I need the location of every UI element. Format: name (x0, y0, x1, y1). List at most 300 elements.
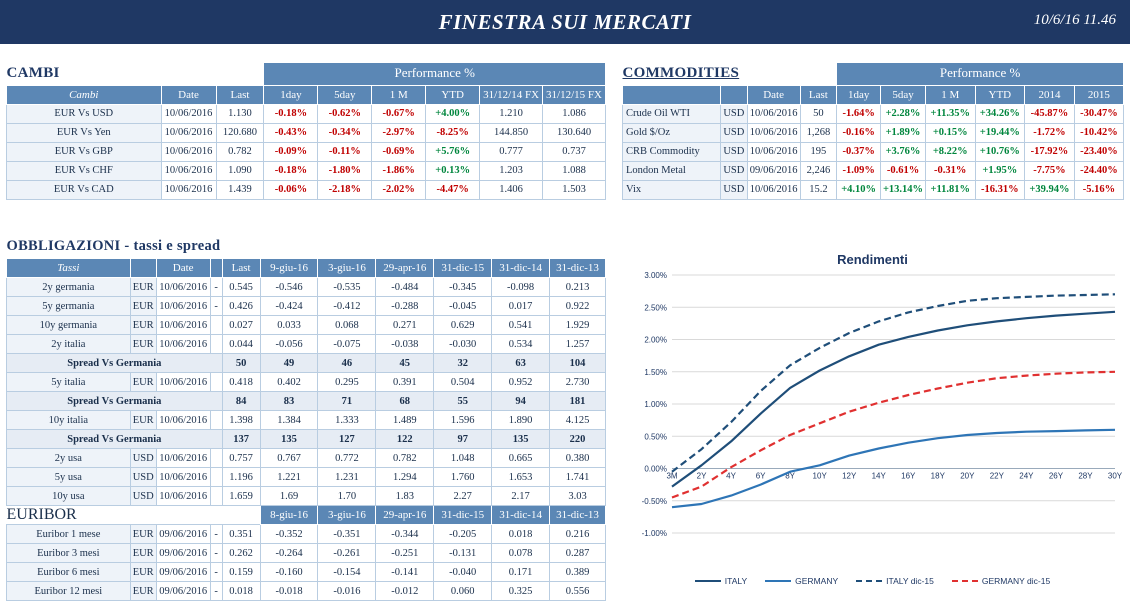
commodity-ccy: USD (720, 161, 747, 180)
obblig-row-name: 2y usa (7, 449, 131, 468)
table-row (7, 142, 606, 161)
commodity-1day: +4.10% (837, 180, 881, 199)
obblig-row-c2: -0.535 (318, 278, 376, 297)
obblig-row-ccy: EUR (130, 278, 156, 297)
commodity-1m: +0.15% (925, 123, 975, 142)
cambi-row-ytd: +0.13% (426, 161, 480, 180)
obblig-row-sign (210, 487, 222, 506)
obblig-col-c4: 31-dic-15 (434, 259, 492, 278)
euribor-row-c6: 0.556 (550, 582, 606, 601)
cambi-row-1m: -2.02% (372, 180, 426, 199)
table-row (7, 544, 606, 563)
obblig-row-c2: 1.231 (318, 468, 376, 487)
commodities-col-5day: 5day (881, 85, 926, 104)
euribor-row-c4: -0.040 (434, 563, 492, 582)
cambi-row-ytd: +4.00% (426, 104, 480, 123)
commodity-ytd: +10.76% (975, 142, 1025, 161)
commodity-last: 195 (800, 142, 837, 161)
obblig-row-c1: 1.69 (260, 487, 318, 506)
euribor-row-sign: - (210, 544, 222, 563)
table-row (7, 582, 606, 601)
euribor-col-c4: 31-dic-15 (434, 506, 492, 525)
table-row (7, 297, 606, 316)
euribor-row-c1: -0.264 (260, 544, 318, 563)
table-row (7, 335, 606, 354)
spread-last: 137 (222, 430, 260, 449)
euribor-row-c3: -0.344 (376, 525, 434, 544)
euribor-row-name: Euribor 12 mesi (7, 582, 131, 601)
commodity-ccy: USD (720, 142, 747, 161)
table-row (7, 468, 606, 487)
cambi-row-5day: -0.62% (318, 104, 372, 123)
obblig-row-last: 0.426 (222, 297, 260, 316)
commodities-col-date: Date (747, 85, 800, 104)
obblig-row-c4: 0.504 (434, 373, 492, 392)
cambi-row-1day: -0.09% (264, 142, 318, 161)
cambi-row-5day: -0.34% (318, 123, 372, 142)
chart-canvas (620, 267, 1125, 567)
obblig-row-c5: 0.541 (492, 316, 550, 335)
obblig-col-tassi: Tassi (7, 259, 131, 278)
obblig-row-c6: 1.257 (550, 335, 606, 354)
commodity-date: 10/06/2016 (747, 104, 800, 123)
spread-c5: 63 (492, 354, 550, 373)
spread-last: 50 (222, 354, 260, 373)
spread-row (7, 354, 606, 373)
svg-text:3M: 3M (666, 471, 678, 481)
svg-text:14Y: 14Y (871, 471, 886, 481)
svg-text:30Y: 30Y (1107, 471, 1123, 481)
obblig-row-ccy: EUR (130, 373, 156, 392)
legend-item-germany (765, 576, 838, 586)
obblig-row-sign (210, 335, 222, 354)
obbligazioni-section-title: OBBLIGAZIONI - tassi e spread (6, 238, 221, 254)
legend-swatch-italy-dic15 (856, 580, 882, 582)
obblig-row-c5: 0.017 (492, 297, 550, 316)
cambi-col-1day: 1day (264, 85, 318, 104)
cambi-row-fx15: 1.086 (543, 104, 606, 123)
cambi-row-1day: -0.18% (264, 161, 318, 180)
obblig-row-date: 10/06/2016 (156, 373, 210, 392)
euribor-row-date: 09/06/2016 (156, 563, 210, 582)
obblig-row-sign: - (210, 297, 222, 316)
obblig-row-c6: 1.741 (550, 468, 606, 487)
euribor-row-c1: -0.018 (260, 582, 318, 601)
obblig-row-c5: 0.665 (492, 449, 550, 468)
euribor-row-name: Euribor 3 mesi (7, 544, 131, 563)
commodities-header-row (623, 85, 1124, 104)
commodity-last: 1,268 (800, 123, 837, 142)
obblig-row-date: 10/06/2016 (156, 411, 210, 430)
obblig-row-c2: 0.295 (318, 373, 376, 392)
euribor-row-c1: -0.160 (260, 563, 318, 582)
obblig-row-c6: 1.929 (550, 316, 606, 335)
svg-text:18Y: 18Y (930, 471, 945, 481)
cambi-row-last: 1.130 (216, 104, 264, 123)
obblig-row-ccy: EUR (130, 411, 156, 430)
obblig-row-c2: 0.772 (318, 449, 376, 468)
cambi-row-fx14: 144.850 (480, 123, 543, 142)
cambi-row-5day: -2.18% (318, 180, 372, 199)
svg-text:12Y: 12Y (842, 471, 857, 481)
obblig-row-c5: 2.17 (492, 487, 550, 506)
commodity-ytd: +34.26% (975, 104, 1025, 123)
spread-c5: 94 (492, 392, 550, 411)
commodity-1m: -0.31% (925, 161, 975, 180)
commodity-1m: +11.81% (925, 180, 975, 199)
spread-c4: 97 (434, 430, 492, 449)
cambi-row-fx15: 1.503 (543, 180, 606, 199)
obblig-row-c4: 1.596 (434, 411, 492, 430)
spread-c3: 122 (376, 430, 434, 449)
obblig-row-date: 10/06/2016 (156, 468, 210, 487)
commodities-col-1day: 1day (837, 85, 881, 104)
obblig-row-c4: 0.629 (434, 316, 492, 335)
table-row (7, 278, 606, 297)
spread-c2: 127 (318, 430, 376, 449)
commodity-date: 10/06/2016 (747, 142, 800, 161)
commodity-2014: +39.94% (1025, 180, 1075, 199)
cambi-row-ytd: -4.47% (426, 180, 480, 199)
commodities-col-ccy (720, 85, 747, 104)
obblig-col-c3: 29-apr-16 (376, 259, 434, 278)
svg-text:16Y: 16Y (901, 471, 916, 481)
euribor-row-c1: -0.352 (260, 525, 318, 544)
header-bar (0, 0, 1130, 44)
obblig-row-ccy: USD (130, 487, 156, 506)
commodity-name: CRB Commodity (623, 142, 721, 161)
euribor-row-ccy: EUR (130, 582, 156, 601)
commodity-2014: -7.75% (1025, 161, 1075, 180)
obblig-col-c1: 9-giu-16 (260, 259, 318, 278)
euribor-row-name: Euribor 1 mese (7, 525, 131, 544)
euribor-row-c5: 0.325 (492, 582, 550, 601)
cambi-col-last: Last (216, 85, 264, 104)
cambi-col-fx15: 31/12/15 FX (543, 85, 606, 104)
obblig-row-c4: -0.030 (434, 335, 492, 354)
spread-c4: 55 (434, 392, 492, 411)
commodity-ytd: +1.95% (975, 161, 1025, 180)
svg-text:0.00%: 0.00% (644, 464, 667, 474)
obblig-row-last: 1.196 (222, 468, 260, 487)
svg-text:28Y: 28Y (1078, 471, 1093, 481)
euribor-row-c6: 0.287 (550, 544, 606, 563)
svg-text:20Y: 20Y (960, 471, 975, 481)
obblig-row-c3: 1.489 (376, 411, 434, 430)
rendimenti-chart (620, 240, 1125, 600)
euribor-row-c2: -0.261 (318, 544, 376, 563)
euribor-row-name: Euribor 6 mesi (7, 563, 131, 582)
legend-label-germany: GERMANY (795, 576, 839, 586)
cambi-row-1day: -0.06% (264, 180, 318, 199)
obblig-row-date: 10/06/2016 (156, 335, 210, 354)
obblig-row-c1: 0.033 (260, 316, 318, 335)
euribor-title: EURIBOR (6, 506, 77, 523)
obblig-row-c3: 0.391 (376, 373, 434, 392)
cambi-section (6, 62, 606, 200)
table-row (7, 316, 606, 335)
obblig-row-sign (210, 316, 222, 335)
cambi-row-last: 1.090 (216, 161, 264, 180)
commodity-date: 10/06/2016 (747, 180, 800, 199)
euribor-row-c4: -0.205 (434, 525, 492, 544)
cambi-col-cambi: Cambi (7, 85, 162, 104)
cambi-row-date: 10/06/2016 (161, 180, 216, 199)
obblig-row-last: 1.659 (222, 487, 260, 506)
cambi-row-last: 1.439 (216, 180, 264, 199)
table-row (623, 104, 1124, 123)
commodities-col-ytd: YTD (975, 85, 1025, 104)
cambi-row-ytd: -8.25% (426, 123, 480, 142)
euribor-row-date: 09/06/2016 (156, 544, 210, 563)
obblig-row-name: 5y germania (7, 297, 131, 316)
commodity-2015: -5.16% (1074, 180, 1123, 199)
spread-c1: 135 (260, 430, 318, 449)
svg-text:1.50%: 1.50% (644, 367, 667, 377)
obblig-row-last: 1.398 (222, 411, 260, 430)
euribor-row-c6: 0.389 (550, 563, 606, 582)
euribor-row-c4: -0.131 (434, 544, 492, 563)
obblig-row-sign: - (210, 278, 222, 297)
commodity-last: 15.2 (800, 180, 837, 199)
svg-text:6Y: 6Y (755, 471, 766, 481)
obblig-row-date: 10/06/2016 (156, 449, 210, 468)
cambi-row-fx14: 1.210 (480, 104, 543, 123)
obblig-row-c3: 0.271 (376, 316, 434, 335)
legend-item-italy-dic15 (856, 576, 934, 586)
commodity-date: 10/06/2016 (747, 123, 800, 142)
commodity-1day: -1.64% (837, 104, 881, 123)
cambi-row-name: EUR Vs USD (7, 104, 162, 123)
euribor-row-date: 09/06/2016 (156, 582, 210, 601)
legend-swatch-italy (695, 580, 721, 582)
cambi-header-row (7, 85, 606, 104)
cambi-col-fx14: 31/12/14 FX (480, 85, 543, 104)
obblig-row-c2: 1.70 (318, 487, 376, 506)
svg-text:24Y: 24Y (1019, 471, 1034, 481)
spread-c2: 71 (318, 392, 376, 411)
obblig-row-sign (210, 411, 222, 430)
table-row (623, 123, 1124, 142)
commodity-ccy: USD (720, 180, 747, 199)
obblig-row-c6: 4.125 (550, 411, 606, 430)
svg-text:2.00%: 2.00% (644, 335, 667, 345)
table-row (623, 180, 1124, 199)
commodity-1day: -0.37% (837, 142, 881, 161)
commodity-5day: +2.28% (881, 104, 926, 123)
obblig-row-name: 10y germania (7, 316, 131, 335)
obblig-row-c1: -0.424 (260, 297, 318, 316)
cambi-row-1m: -1.86% (372, 161, 426, 180)
spread-row (7, 392, 606, 411)
cambi-row-1m: -0.69% (372, 142, 426, 161)
table-row (7, 487, 606, 506)
commodities-table (622, 62, 1124, 200)
obblig-row-c2: -0.075 (318, 335, 376, 354)
cambi-row-date: 10/06/2016 (161, 123, 216, 142)
cambi-row-last: 120.680 (216, 123, 264, 142)
euribor-row-c3: -0.012 (376, 582, 434, 601)
commodity-name: Vix (623, 180, 721, 199)
commodity-ccy: USD (720, 123, 747, 142)
spread-c6: 220 (550, 430, 606, 449)
euribor-col-c1: 8-giu-16 (260, 506, 318, 525)
obblig-row-last: 0.044 (222, 335, 260, 354)
euribor-row-c6: 0.216 (550, 525, 606, 544)
obblig-col-c5: 31-dic-14 (492, 259, 550, 278)
obblig-row-c1: -0.546 (260, 278, 318, 297)
cambi-table (6, 62, 606, 200)
legend-label-italy: ITALY (724, 576, 748, 586)
legend-swatch-germany (765, 580, 791, 582)
obblig-row-c5: 0.534 (492, 335, 550, 354)
obblig-col-ccy (130, 259, 156, 278)
obblig-row-c2: -0.412 (318, 297, 376, 316)
obblig-row-c4: -0.045 (434, 297, 492, 316)
cambi-row-name: EUR Vs CAD (7, 180, 162, 199)
spread-c5: 135 (492, 430, 550, 449)
svg-text:4Y: 4Y (726, 471, 736, 481)
euribor-row-date: 09/06/2016 (156, 525, 210, 544)
commodity-2015: -30.47% (1074, 104, 1123, 123)
euribor-row-sign: - (210, 563, 222, 582)
cambi-row-fx15: 0.737 (543, 142, 606, 161)
legend-label-italy-dic15: ITALY dic-15 (886, 576, 934, 586)
obblig-row-c6: 0.380 (550, 449, 606, 468)
commodity-1m: +11.35% (925, 104, 975, 123)
spread-c6: 104 (550, 354, 606, 373)
cambi-row-1m: -2.97% (372, 123, 426, 142)
commodity-5day: +1.89% (881, 123, 926, 142)
obblig-row-name: 2y germania (7, 278, 131, 297)
commodity-name: London Metal (623, 161, 721, 180)
cambi-col-ytd: YTD (426, 85, 480, 104)
commodities-section-title: COMMODITIES (622, 64, 740, 81)
cambi-row-date: 10/06/2016 (161, 142, 216, 161)
spread-label: Spread Vs Germania (7, 392, 223, 411)
table-row (7, 180, 606, 199)
obblig-row-c5: 0.952 (492, 373, 550, 392)
spread-label: Spread Vs Germania (7, 430, 223, 449)
svg-text:-1.00%: -1.00% (641, 529, 667, 538)
euribor-row-last: 0.018 (222, 582, 260, 601)
spread-label: Spread Vs Germania (7, 354, 223, 373)
table-row (7, 104, 606, 123)
obbligazioni-header-row (7, 259, 606, 278)
obblig-row-date: 10/06/2016 (156, 278, 210, 297)
obbligazioni-table (6, 236, 606, 601)
obblig-col-date: Date (156, 259, 210, 278)
spread-c2: 46 (318, 354, 376, 373)
cambi-row-5day: -1.80% (318, 161, 372, 180)
commodity-ccy: USD (720, 104, 747, 123)
commodity-5day: +13.14% (881, 180, 926, 199)
header-timestamp: 10/6/16 11.46 (1033, 12, 1116, 28)
obblig-row-ccy: EUR (130, 316, 156, 335)
spread-c3: 68 (376, 392, 434, 411)
obblig-row-date: 10/06/2016 (156, 316, 210, 335)
obblig-row-date: 10/06/2016 (156, 487, 210, 506)
commodity-1m: +8.22% (925, 142, 975, 161)
obblig-row-c6: 0.922 (550, 297, 606, 316)
table-row (7, 161, 606, 180)
table-row (7, 373, 606, 392)
cambi-row-date: 10/06/2016 (161, 161, 216, 180)
cambi-row-date: 10/06/2016 (161, 104, 216, 123)
spread-row (7, 430, 606, 449)
obblig-row-c4: 1.760 (434, 468, 492, 487)
obblig-row-ccy: EUR (130, 297, 156, 316)
obblig-row-c4: 2.27 (434, 487, 492, 506)
cambi-row-name: EUR Vs Yen (7, 123, 162, 142)
obblig-row-ccy: USD (130, 449, 156, 468)
svg-text:2Y: 2Y (696, 471, 707, 481)
euribor-row-sign: - (210, 582, 222, 601)
euribor-row-c5: 0.171 (492, 563, 550, 582)
chart-legend (620, 576, 1125, 586)
obblig-col-sign (210, 259, 222, 278)
commodity-1day: -1.09% (837, 161, 881, 180)
euribor-row-sign: - (210, 525, 222, 544)
obblig-row-ccy: EUR (130, 335, 156, 354)
svg-text:26Y: 26Y (1048, 471, 1064, 481)
commodities-col-last: Last (800, 85, 837, 104)
cambi-section-title: CAMBI (6, 64, 60, 81)
cambi-row-ytd: +5.76% (426, 142, 480, 161)
svg-text:3.00%: 3.00% (644, 271, 667, 280)
commodities-col-name (623, 85, 721, 104)
obblig-col-c6: 31-dic-13 (550, 259, 606, 278)
obblig-row-c6: 3.03 (550, 487, 606, 506)
legend-swatch-germany-dic15 (952, 580, 978, 582)
cambi-row-fx15: 1.088 (543, 161, 606, 180)
obblig-row-last: 0.418 (222, 373, 260, 392)
cambi-row-fx14: 0.777 (480, 142, 543, 161)
commodities-col-1m: 1 M (925, 85, 975, 104)
euribor-header-row (7, 506, 606, 525)
obblig-row-c1: 0.767 (260, 449, 318, 468)
cambi-row-fx15: 130.640 (543, 123, 606, 142)
obblig-row-c3: 1.83 (376, 487, 434, 506)
cambi-row-name: EUR Vs CHF (7, 161, 162, 180)
commodities-section (622, 62, 1124, 200)
obblig-row-c3: -0.038 (376, 335, 434, 354)
cambi-performance-header: Performance % (264, 63, 606, 86)
spread-c1: 83 (260, 392, 318, 411)
table-row (7, 449, 606, 468)
cambi-row-fx14: 1.203 (480, 161, 543, 180)
legend-label-germany-dic15: GERMANY dic-15 (981, 576, 1051, 586)
euribor-row-last: 0.351 (222, 525, 260, 544)
cambi-row-1day: -0.43% (264, 123, 318, 142)
obblig-row-date: 10/06/2016 (156, 297, 210, 316)
obblig-row-c5: -0.098 (492, 278, 550, 297)
table-row (623, 142, 1124, 161)
commodity-last: 2,246 (800, 161, 837, 180)
spread-c3: 45 (376, 354, 434, 373)
euribor-row-c3: -0.251 (376, 544, 434, 563)
euribor-col-c5: 31-dic-14 (492, 506, 550, 525)
commodity-ytd: -16.31% (975, 180, 1025, 199)
commodity-1day: -0.16% (837, 123, 881, 142)
commodity-last: 50 (800, 104, 837, 123)
commodity-2014: -17.92% (1025, 142, 1075, 161)
obblig-row-c5: 1.653 (492, 468, 550, 487)
table-row (7, 123, 606, 142)
commodities-col-2014: 2014 (1025, 85, 1075, 104)
obblig-row-c4: 1.048 (434, 449, 492, 468)
obblig-row-sign (210, 373, 222, 392)
